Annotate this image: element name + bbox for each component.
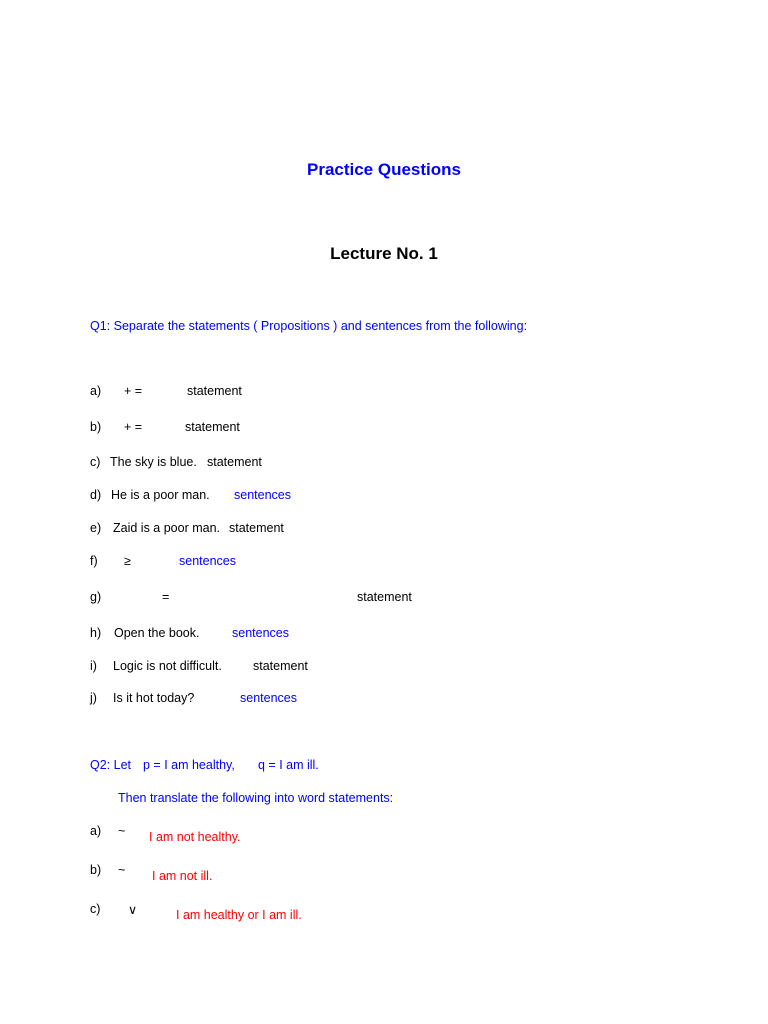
page-title: Practice Questions <box>306 160 461 179</box>
q1-item-expr: Logic is not difficult. <box>113 659 222 673</box>
q1-item-expr: He is a poor man. <box>111 488 210 502</box>
q1-item-answer: sentences <box>234 488 291 502</box>
q1-item-answer: statement <box>357 590 412 604</box>
q1-item-answer: sentences <box>240 691 297 705</box>
q1-item-label: h) <box>90 626 102 640</box>
q2-q-definition: q = I am ill. <box>258 758 319 772</box>
q1-item-label: j) <box>90 691 97 705</box>
q2-item-label: c) <box>90 902 101 916</box>
q2-item-label: b) <box>90 863 102 877</box>
q1-item-label: g) <box>90 590 102 604</box>
q1-item-label: c) <box>90 455 101 469</box>
q1-item-label: i) <box>90 659 97 673</box>
q1-item-answer: sentences <box>232 626 289 640</box>
q2-item-answer: I am healthy or I am ill. <box>176 908 302 922</box>
q1-item-label: b) <box>90 420 102 434</box>
q1-item-expr: Is it hot today? <box>113 691 195 705</box>
q2-prompt: Q2: Let <box>90 758 131 772</box>
q1-item-expr: + = <box>124 420 143 434</box>
q2-p-definition: p = I am healthy, <box>143 758 235 772</box>
q2-item-expr: ∨ <box>128 903 138 917</box>
q1-item-label: a) <box>90 384 102 398</box>
q2-item-answer: I am not ill. <box>152 869 213 883</box>
q1-item-expr: = <box>162 590 170 604</box>
q1-item-answer: statement <box>229 521 284 535</box>
q1-item-label: d) <box>90 488 102 502</box>
q1-prompt: Q1: Separate the statements ( Propositions ) and sentences from the following: <box>90 319 528 333</box>
q1-item-answer: statement <box>207 455 262 469</box>
q1-item-answer: statement <box>185 420 240 434</box>
q1-item-expr: Zaid is a poor man. <box>113 521 220 535</box>
q1-item-answer: statement <box>187 384 242 398</box>
q2-item-answer: I am not healthy. <box>149 830 241 844</box>
q1-item-expr: + = <box>124 384 143 398</box>
q1-item-label: f) <box>90 554 98 568</box>
q1-item-answer: sentences <box>179 554 236 568</box>
lecture-title: Lecture No. 1 <box>330 244 438 263</box>
q2-item-expr: ~ <box>118 863 126 877</box>
q1-item-label: e) <box>90 521 102 535</box>
q1-item-expr: The sky is blue. <box>110 455 197 469</box>
q1-item-expr: ≥ <box>124 554 131 568</box>
q2-item-expr: ~ <box>118 824 126 838</box>
q1-item-expr: Open the book. <box>114 626 200 640</box>
q2-item-label: a) <box>90 824 102 838</box>
q1-item-answer: statement <box>253 659 308 673</box>
q2-instruction: Then translate the following into word statements: <box>118 791 394 805</box>
